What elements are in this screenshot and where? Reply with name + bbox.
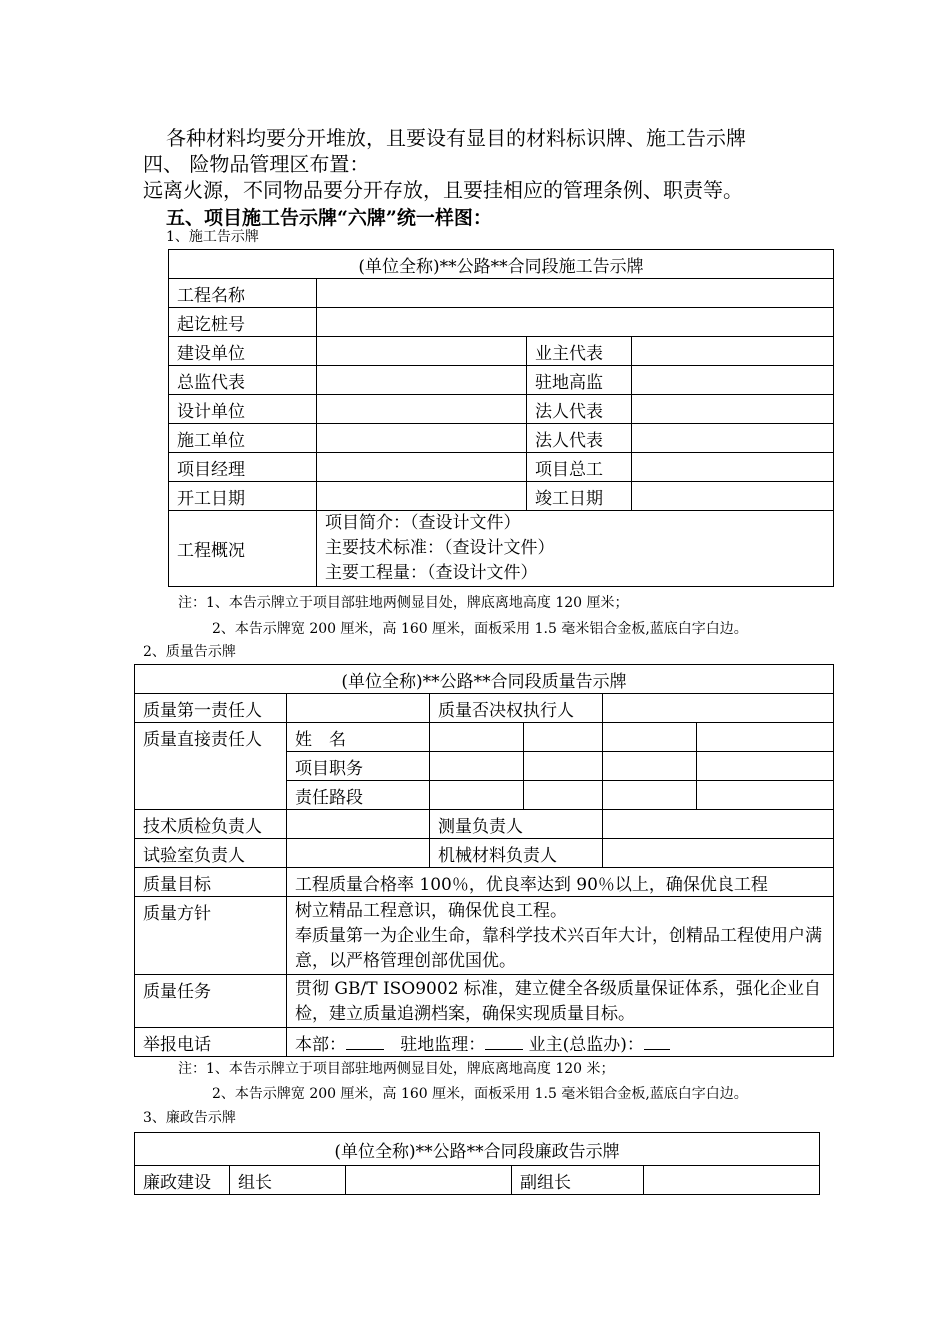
cell-pos-1 (430, 752, 524, 781)
cell-name-2 (524, 723, 603, 752)
label-deputy: 副组长 (512, 1166, 644, 1195)
value-owner-rep (632, 337, 834, 366)
paragraph-hazard-heading: 四、 险物品管理区布置： (143, 152, 370, 176)
label-build-unit: 建设单位 (169, 337, 317, 366)
hotline-hq-blank (346, 1033, 384, 1050)
label-resident-sup: 驻地高监 (527, 366, 632, 395)
label-design-unit: 设计单位 (169, 395, 317, 424)
label-tech-qc: 技术质检负责人 (135, 810, 287, 839)
value-construction-unit (317, 424, 527, 453)
value-veto-executor (603, 694, 834, 723)
label-first-responsible: 质量第一责任人 (135, 694, 287, 723)
cell-name-3 (603, 723, 697, 752)
label-legal-rep-1: 法人代表 (527, 395, 632, 424)
construction-board-table (168, 249, 834, 587)
hotline-resident: 驻地监理： (400, 1034, 486, 1055)
value-legal-rep-1 (632, 395, 834, 424)
value-legal-rep-2 (632, 424, 834, 453)
cell-name-1 (430, 723, 524, 752)
label-section: 责任路段 (287, 781, 430, 810)
label-direct-responsible: 质量直接责任人 (135, 723, 287, 810)
label-chief-sup-rep: 总监代表 (169, 366, 317, 395)
value-build-unit (317, 337, 527, 366)
label-machinery: 机械材料负责人 (430, 839, 603, 868)
cell-sec-4 (697, 781, 834, 810)
overview-line: 项目简介：（查设计文件） (325, 513, 521, 533)
value-end-date (632, 482, 834, 511)
board1-title: (单位全称)**公路**合同段施工告示牌 (169, 250, 834, 279)
label-quality-goal: 质量目标 (135, 868, 287, 897)
value-lab (287, 839, 430, 868)
value-quality-policy (287, 897, 834, 975)
paragraph-fire: 远离火源，不同物品要分开存放，且要挂相应的管理条例、职责等。 (143, 178, 743, 202)
board2-caption: 2、质量告示牌 (143, 644, 236, 660)
hotline-owner-blank (644, 1033, 670, 1050)
policy-line: 奉质量第一为企业生命，靠科学技术兴百年大计，创精品工程使用户满意，以严格管理创部优国优。 (295, 926, 822, 971)
label-survey: 测量负责人 (430, 810, 603, 839)
value-resident-sup (632, 366, 834, 395)
value-deputy (644, 1166, 820, 1195)
label-stake: 起讫桩号 (169, 308, 317, 337)
cell-name-4 (697, 723, 834, 752)
value-overview (317, 511, 834, 587)
label-leader: 组长 (230, 1166, 346, 1195)
label-construction-unit: 施工单位 (169, 424, 317, 453)
label-lab: 试验室负责人 (135, 839, 287, 868)
value-start-date (317, 482, 527, 511)
value-project-name (317, 279, 834, 308)
quality-board-table (134, 664, 834, 1057)
label-chief-eng: 项目总工 (527, 453, 632, 482)
value-survey (603, 810, 834, 839)
board3-title: (单位全称)**公路**合同段廉政告示牌 (135, 1133, 820, 1166)
board2-note-1: 注：1、本告示牌立于项目部驻地两侧显目处，牌底离地高度 120 米； (178, 1061, 615, 1077)
board1-note-2: 2、本告示牌宽 200 厘米，高 160 厘米，面板采用 1.5 毫米铝合金板,蓝底白字白边。 (212, 621, 748, 637)
hotline-hq: 本部： (295, 1034, 346, 1055)
label-project-name: 工程名称 (169, 279, 317, 308)
paragraph-materials: 各种材料均要分开堆放，且要设有显目的材料标识牌、施工告示牌 (166, 126, 746, 150)
value-pm (317, 453, 527, 482)
value-leader (346, 1166, 512, 1195)
overview-line: 主要工程量：（查设计文件） (325, 563, 538, 583)
value-quality-task: 贯彻 GB/T ISO9002 标准，建立健全各级质量保证体系，强化企业自检，建立质量追溯档案，确保实现质量目标。 (287, 975, 834, 1028)
cell-pos-4 (697, 752, 834, 781)
cell-sec-1 (430, 781, 524, 810)
label-quality-task: 质量任务 (135, 975, 287, 1028)
cell-sec-3 (603, 781, 697, 810)
section-heading-5: 五、项目施工告示牌“六牌”统一样图： (166, 207, 492, 229)
board1-caption: 1、施工告示牌 (166, 229, 259, 245)
value-chief-eng (632, 453, 834, 482)
board1-note-1: 注：1、本告示牌立于项目部驻地两侧显目处，牌底离地高度 120 厘米； (178, 595, 629, 611)
cell-pos-3 (603, 752, 697, 781)
value-chief-sup-rep (317, 366, 527, 395)
board2-title: (单位全称)**公路**合同段质量告示牌 (135, 665, 834, 694)
label-name: 姓 名 (287, 723, 430, 752)
hotline-owner: 业主(总监办)： (528, 1034, 644, 1055)
label-pm: 项目经理 (169, 453, 317, 482)
label-start-date: 开工日期 (169, 482, 317, 511)
label-legal-rep-2: 法人代表 (527, 424, 632, 453)
label-integrity-build: 廉政建设 (135, 1166, 230, 1195)
cell-sec-2 (524, 781, 603, 810)
cell-pos-2 (524, 752, 603, 781)
label-position: 项目职务 (287, 752, 430, 781)
value-machinery (603, 839, 834, 868)
overview-line: 主要技术标准：（查设计文件） (325, 538, 555, 558)
board2-note-2: 2、本告示牌宽 200 厘米，高 160 厘米，面板采用 1.5 毫米铝合金板,蓝底白字白边。 (212, 1086, 748, 1102)
label-veto-executor: 质量否决权执行人 (430, 694, 603, 723)
label-quality-policy: 质量方针 (135, 897, 287, 975)
value-hotline (287, 1028, 834, 1057)
label-end-date: 竣工日期 (527, 482, 632, 511)
policy-line: 树立精品工程意识，确保优良工程。 (295, 901, 567, 921)
label-overview: 工程概况 (169, 511, 317, 587)
board3-caption: 3、廉政告示牌 (143, 1110, 236, 1126)
value-stake (317, 308, 834, 337)
label-hotline: 举报电话 (135, 1028, 287, 1057)
value-tech-qc (287, 810, 430, 839)
integrity-board-table (134, 1132, 820, 1195)
value-design-unit (317, 395, 527, 424)
label-owner-rep: 业主代表 (527, 337, 632, 366)
hotline-resident-blank (485, 1033, 523, 1050)
value-quality-goal: 工程质量合格率 100％，优良率达到 90％以上，确保优良工程 (287, 868, 834, 897)
value-first-responsible (287, 694, 430, 723)
